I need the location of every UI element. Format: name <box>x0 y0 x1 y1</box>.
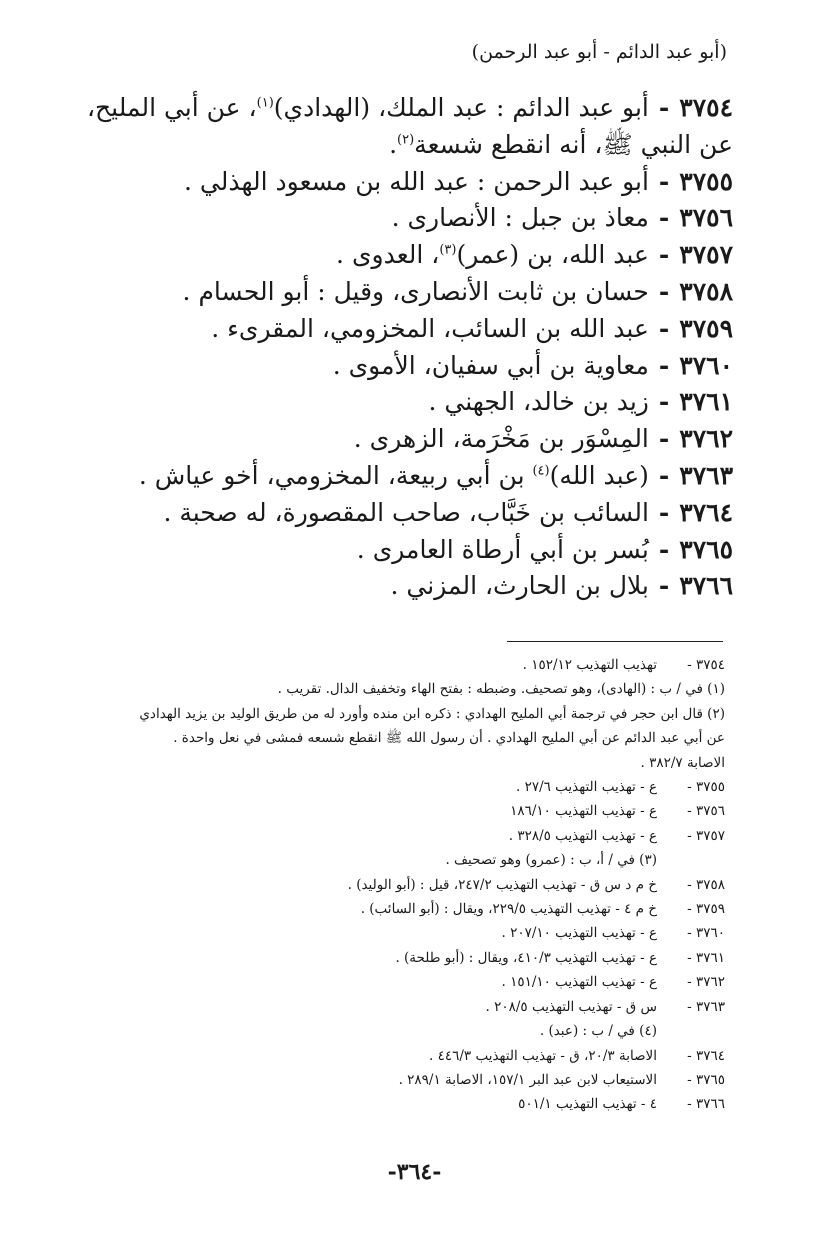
footnote-entry-number: ٣٧٥٨ - <box>687 876 725 893</box>
entry-item <box>81 237 733 274</box>
entry-item <box>81 568 733 605</box>
entry-item <box>81 164 733 201</box>
entries-list <box>81 90 733 605</box>
footnote-entry-number: ٣٧٥٦ - <box>687 803 725 820</box>
entry-text: أبو عبد الدائم : عبد الملك، (الهدادي) <box>273 93 649 122</box>
entry-item <box>81 90 733 164</box>
footnote-marker: (٤) <box>532 463 550 479</box>
entry-number: ٣٧٦٢ <box>679 424 733 454</box>
footnote-text: خ م د س ق - تهذيب التهذيب ٢٤٧/٢، قيل : (أبو الوليد) . <box>347 876 657 893</box>
footnote-entry-number: ٣٧٥٧ - <box>687 827 725 844</box>
footnote-entry-number: ٣٧٥٥ - <box>687 779 725 796</box>
entry-text: معاذ بن جبل : الأنصارى . <box>391 203 649 233</box>
entry-text: السائب بن خَبَّاب، صاحب المقصورة، له صحبة . <box>163 497 649 527</box>
entry-dash: - <box>658 240 670 270</box>
footnote-row <box>75 995 725 1019</box>
entry-number: ٣٧٥٥ <box>679 166 733 196</box>
footnote-text: ع - تهذيب التهذيب ٤١٠/٣، ويقال : (أبو طلحة) . <box>395 949 657 966</box>
footnote-row <box>75 799 725 823</box>
footnote-row <box>75 824 725 848</box>
footnote-row <box>75 1068 725 1092</box>
entry-text: ، العدوى . <box>336 240 440 270</box>
footnote-text: تهذيب التهذيب ١٥٢/١٢ . <box>522 657 657 673</box>
footnote-marker: (١) <box>256 95 274 111</box>
entry-dash: - <box>658 350 670 380</box>
entry-number: ٣٧٥٨ <box>679 276 733 306</box>
footnote-entry-number: ٣٧٦٤ - <box>687 1047 725 1064</box>
entry-dash: - <box>658 534 670 564</box>
footnote-text: الاصابة ٢٠/٣، ق - تهذيب التهذيب ٤٤٦/٣ . <box>429 1047 657 1064</box>
entry-text: حسان بن ثابت الأنصارى، وقيل : أبو الحسام . <box>182 276 649 306</box>
page-number: -٣٦٤- <box>387 1159 442 1185</box>
entry-text: أبو عبد الرحمن : عبد الله بن مسعود الهذلي . <box>184 166 649 196</box>
footnote-row <box>75 921 725 945</box>
entry-text: عبد الله، بن (عمر) <box>456 240 649 270</box>
footnote-text: ع - تهذيب التهذيب ٣٢٨/٥ . <box>508 827 657 844</box>
footnote-entry-number: ٣٧٥٤ - <box>687 657 725 673</box>
entry-item <box>81 384 733 421</box>
footnote-text: ع - تهذيب التهذيب ١٥١/١٠ . <box>501 974 657 991</box>
footnote-row <box>75 946 725 970</box>
entry-text: المِسْوَر بن مَخْرَمة، الزهرى . <box>353 424 649 454</box>
footnote-row <box>75 1092 725 1116</box>
entry-item <box>81 311 733 348</box>
entry-text: بُسر بن أبي أرطاة العامرى . <box>356 534 649 564</box>
footnote-row <box>75 775 725 799</box>
entry-dash: - <box>658 203 670 233</box>
footnote-divider <box>507 641 723 642</box>
entry-item <box>81 421 733 458</box>
entry-dash: - <box>658 460 670 490</box>
entry-item <box>81 458 733 495</box>
running-head: (أبو عبد الدائم - أبو عبد الرحمن) <box>471 41 727 63</box>
entry-number: ٣٧٥٦ <box>679 203 733 233</box>
footnote-entry-number: ٣٧٥٩ - <box>687 901 725 918</box>
footnote-row <box>75 1044 725 1068</box>
entry-item <box>81 532 733 569</box>
entry-number: ٣٧٦٥ <box>679 534 733 564</box>
entry-number: ٣٧٥٩ <box>679 313 733 343</box>
entry-dash: - <box>658 497 670 527</box>
footnote-row <box>75 897 725 921</box>
entry-number: ٣٧٦٠ <box>679 350 733 380</box>
footnote-row <box>75 970 725 994</box>
footnote-row <box>75 653 725 677</box>
entry-text: معاوية بن أبي سفيان، الأموى . <box>332 350 649 380</box>
footnote-marker: (٣) <box>439 242 457 258</box>
footnote-text: ع - تهذيب التهذيب ٢٠٧/١٠ . <box>501 925 657 942</box>
entry-number: ٣٧٥٤ <box>679 93 733 122</box>
footnotes <box>75 653 725 1117</box>
entry-dash: - <box>658 387 670 417</box>
footnote-entry-number: ٣٧٦٢ - <box>687 974 725 991</box>
entry-item <box>81 348 733 385</box>
entry-dash: - <box>658 313 670 343</box>
entry-number: ٣٧٦٣ <box>679 460 733 490</box>
footnote-marker: (٢) <box>397 132 415 148</box>
footnote-entry-number: ٣٧٦٣ - <box>687 998 725 1015</box>
footnote-text: ع - تهذيب التهذيب ١٨٦/١٠ <box>510 803 657 820</box>
entry-item <box>81 495 733 532</box>
footnote-text: س ق - تهذيب التهذيب ٢٠٨/٥ . <box>485 998 657 1015</box>
footnote-entry-number: ٣٧٦٠ - <box>687 925 725 942</box>
footnote-entry-number: ٣٧٦٥ - <box>687 1071 725 1088</box>
entry-text: عبد الله بن السائب، المخزومي، المقرىء . <box>211 313 649 343</box>
entry-item <box>81 200 733 237</box>
entry-number: ٣٧٦٦ <box>679 571 733 601</box>
footnote-text: خ م ٤ - تهذيب التهذيب ٢٢٩/٥، ويقال : (أبو السائب) . <box>360 901 657 918</box>
entry-text: ، عن أبي المليح، عن النبي ﷺ، أنه انقطع شسعة <box>86 93 733 159</box>
footnote-note: (٢) قال ابن حجر في ترجمة أبي المليح الهدادي : ذكره ابن منده وأورد له من طريق الوليد بن يزيد الهدادي <box>139 705 725 722</box>
entry-dash: - <box>658 276 670 306</box>
entry-dash: - <box>658 571 670 601</box>
entry-number: ٣٧٥٧ <box>679 240 733 270</box>
entry-text: (عبد الله) <box>549 460 649 490</box>
footnote-note: (٤) في / ب : (عبد) . <box>539 1023 657 1040</box>
footnote-note: (١) في / ب : (الهادى)، وهو تصحيف. وضبطه : بفتح الهاء وتخفيف الدال. تقريب . <box>277 681 725 698</box>
entry-text: بن أبي ربيعة، المخزومي، أخو عياش . <box>138 460 533 490</box>
entry-dash: - <box>658 166 670 196</box>
footnote-text: ٤ - تهذيب التهذيب ٥٠١/١ <box>518 1096 657 1113</box>
entry-text: بلال بن الحارث، المزني . <box>390 571 649 601</box>
footnote-entry-number: ٣٧٦٦ - <box>687 1096 725 1113</box>
entry-text: . <box>389 129 398 159</box>
entry-text: زيد بن خالد، الجهني . <box>428 387 649 417</box>
entry-number: ٣٧٦٤ <box>679 497 733 527</box>
footnote-note: (٣) في / أ، ب : (عمرو) وهو تصحيف . <box>445 852 657 869</box>
footnote-text: الاستيعاب لابن عبد البر ١٥٧/١، الاصابة ٢٨٩/١ . <box>398 1071 657 1088</box>
footnote-entry-number: ٣٧٦١ - <box>687 949 725 966</box>
entry-number: ٣٧٦١ <box>679 387 733 417</box>
footnote-text: ع - تهذيب التهذيب ٢٧/٦ . <box>515 779 657 796</box>
entry-dash: - <box>658 424 670 454</box>
footnote-row <box>75 873 725 897</box>
footnote-note: عن أبي عبد الدائم عن أبي المليح الهدادي . أن رسول الله ﷺ انقطع شسعه فمشى في نعل واحدة . <box>173 730 725 747</box>
footnote-note: الاصابة ٣٨٢/٧ . <box>640 754 725 771</box>
entry-item <box>81 274 733 311</box>
entry-dash: - <box>658 93 670 122</box>
